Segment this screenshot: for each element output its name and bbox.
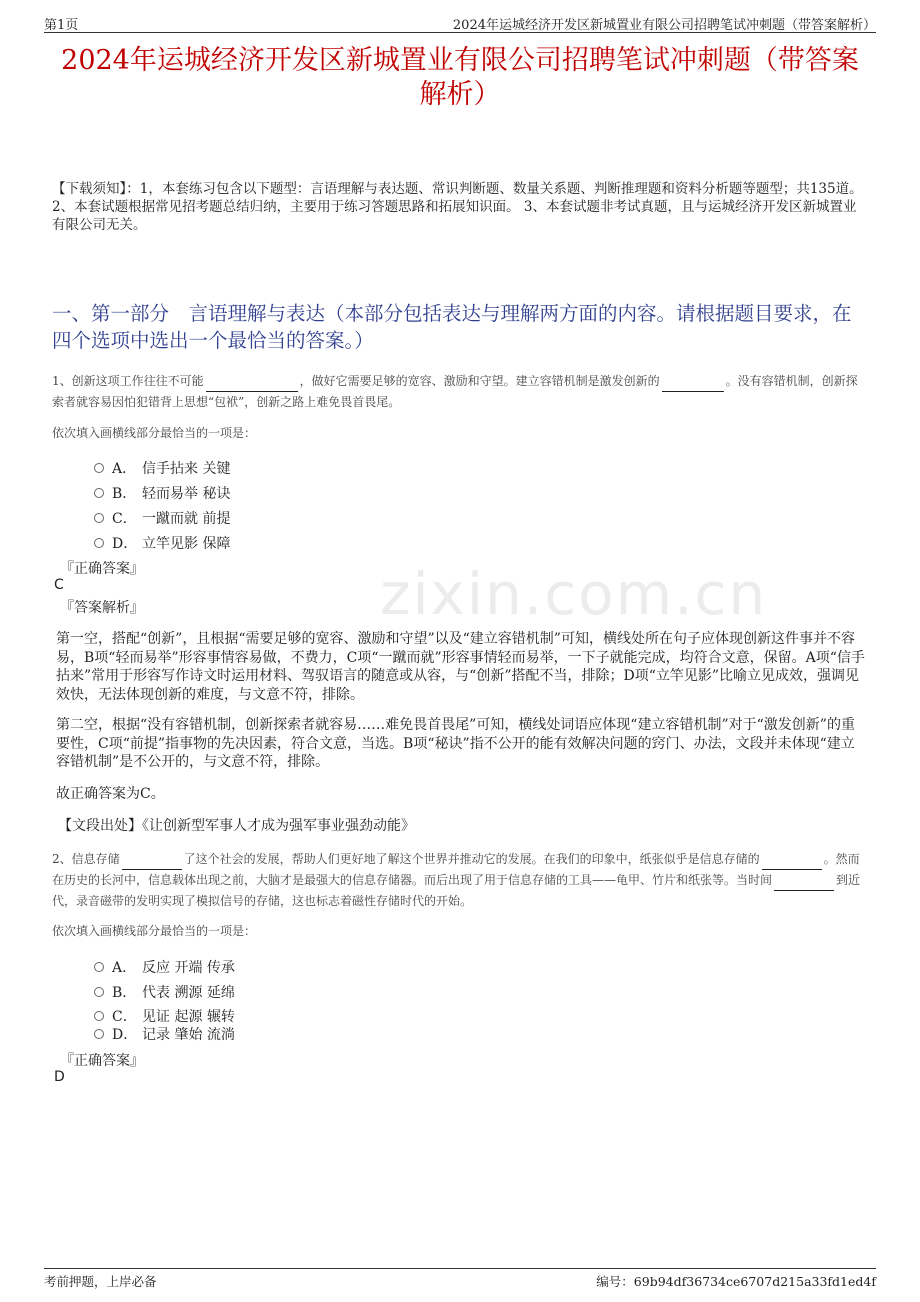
q1-analysis-tag: 『答案解析』 (60, 600, 144, 616)
blank-1 (122, 849, 182, 870)
question-1-text: 1、创新这项工作往往不可能 ，做好它需要足够的宽容、激励和守望。建立容错机制是激发创新的 。没有容错机制，创新探索者就容易因怕犯错背上思想“包袱”，创新之路上难免畏首畏尾。 (52, 371, 868, 412)
document-title: 2024年运城经济开发区新城置业有限公司招聘笔试冲刺题（带答案解析） (61, 45, 859, 110)
q1-source: 【文段出处】《让创新型军事人才成为强军事业强劲动能》 (58, 818, 415, 834)
download-notice: 【下载须知】：1，本套练习包含以下题型：言语理解与表达题、常识判断题、数量关系题、判断推理题和资料分析题等题型；共135道。 2、本套试题根据常见招考题总结归纳，主要用于练习答题思路和拓展知识面。 3、本套试题非考试真题，且与运城经济开发区新城置业有限公司无关。 (52, 181, 863, 233)
radio-icon[interactable] (94, 1011, 104, 1021)
q2-option-c[interactable]: C． 见证 起源 辗转 (94, 1006, 235, 1026)
q2-answer-tag: 『正确答案』 (60, 1053, 144, 1069)
page-footer (44, 1268, 876, 1289)
footer-slogan: 考前押题，上岸必备 (44, 1274, 157, 1289)
blank-1 (206, 371, 298, 392)
question-1-prompt: 依次填入画横线部分最恰当的一项是： (52, 426, 257, 440)
q1-option-a[interactable]: A． 信手拈来 关键 (94, 458, 230, 478)
footer-doc-id: 编号：69b94df36734ce6707d215a33fd1ed4f (596, 1274, 876, 1289)
page-number: 第1页 (44, 18, 79, 33)
blank-2 (662, 371, 724, 392)
question-2-prompt: 依次填入画横线部分最恰当的一项是： (52, 924, 257, 938)
q1-option-d[interactable]: D． 立竿见影 保障 (94, 533, 230, 553)
section-heading: 一、第一部分 言语理解与表达（本部分包括表达与理解两方面的内容。请根据题目要求，在四个选项中选出一个最恰当的答案。） (52, 302, 852, 352)
radio-icon[interactable] (94, 962, 104, 972)
q2-option-b[interactable]: B． 代表 溯源 延绵 (94, 982, 235, 1002)
q1-answer: C (54, 577, 64, 593)
q2-answer: D (54, 1069, 65, 1085)
radio-icon[interactable] (94, 987, 104, 997)
question-2-text: 2、信息存储 了这个社会的发展，帮助人们更好地了解这个世界并推动它的发展。在我们的印象中，纸张似乎是信息存储的 。然而在历史的长河中，信息载体出现之前，大脑才是最强大的信息存储器。而后出现了用于信息存储的工具——龟甲、竹片和纸张等。当时间 到近代，录音磁带的发明实现了模拟信号的存储，这也标志着磁性存储时代的开始。 (52, 849, 868, 911)
q1-conclusion: 故正确答案为C。 (56, 786, 165, 802)
watermark: zixin.com.cn (380, 560, 768, 628)
radio-icon[interactable] (94, 1029, 104, 1039)
radio-icon[interactable] (94, 513, 104, 523)
radio-icon[interactable] (94, 488, 104, 498)
header-doc-title: 2024年运城经济开发区新城置业有限公司招聘笔试冲刺题（带答案解析） (452, 18, 876, 33)
q1-option-b[interactable]: B． 轻而易举 秘诀 (94, 483, 230, 503)
radio-icon[interactable] (94, 463, 104, 473)
q1-answer-tag: 『正确答案』 (60, 561, 144, 577)
q2-option-a[interactable]: A． 反应 开端 传承 (94, 957, 235, 977)
blank-2 (762, 849, 822, 870)
q2-option-d[interactable]: D． 记录 肇始 流淌 (94, 1024, 235, 1044)
q1-option-c[interactable]: C． 一蹴而就 前提 (94, 508, 230, 528)
page-header (44, 12, 876, 33)
radio-icon[interactable] (94, 538, 104, 548)
q1-analysis-2: 第二空，根据“没有容错机制，创新探索者就容易……难免畏首畏尾”可知，横线处词语应体现“建立容错机制”对于“激发创新”的重要性，C项“前提”指事物的先决因素，符合文意，当选。B项“秘诀”指不公开的能有效解决问题的窍门、办法，文段并未体现“建立容错机制”是不公开的，与文意不符，排除。 (56, 717, 855, 770)
q1-analysis-1: 第一空，搭配“创新”，且根据“需要足够的宽容、激励和守望”以及“建立容错机制”可知，横线处所在句子应体现创新这件事并不容易，B项“轻而易举”形容事情容易做，不费力，C项“一蹴而就”形容事情轻而易举，一下子就能完成，均符合文意，保留。A项“信手拈来”常用于形容写作诗文时运用材料、驾驭语言的随意或从容，与“创新”搭配不当，排除；D项“立竿见影”比喻立见成效，强调见效快，无法体现创新的难度，与文意不符，排除。 (56, 631, 865, 703)
blank-3 (774, 870, 834, 891)
